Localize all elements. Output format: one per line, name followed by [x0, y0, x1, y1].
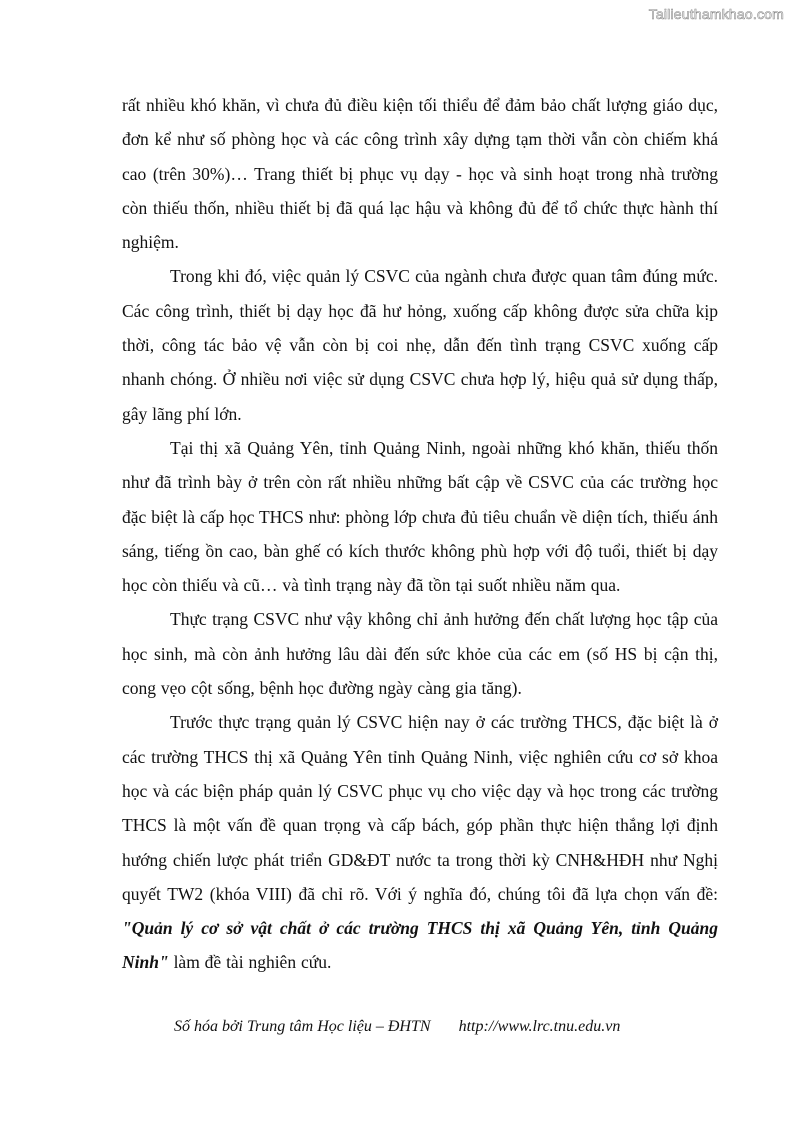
- page-footer: [174, 1018, 620, 1036]
- document-body: [122, 88, 718, 980]
- footer-credit: Số hóa bởi Trung tâm Học liệu – ĐHTN: [174, 1018, 431, 1035]
- paragraph-5-text: Trước thực trạng quản lý CSVC hiện nay ở các trường THCS, đặc biệt là ở các trường THCS thị xã Quảng Yên tỉnh Quảng Ninh, việc nghiên cứu cơ sở khoa học và các biện pháp quản lý CSVC phục vụ cho việc dạy và học trong các trường THCS là một vấn đề quan trọng và cấp bách, góp phần thực hiện thắng lợi định hướng chiến lược phát triển GD&ĐT nước ta trong thời kỳ CNH&HĐH như Nghị quyết TW2 (khóa VIII) đã chỉ rõ. Với ý nghĩa đó, chúng tôi đã lựa chọn vấn đề:: [122, 712, 718, 904]
- thesis-title: "Quản lý cơ sở vật chất ở các trường THCS thị xã Quảng Yên, tỉnh Quảng Ninh": [122, 918, 718, 973]
- paragraph-5: [122, 705, 718, 979]
- paragraph-3: Tại thị xã Quảng Yên, tỉnh Quảng Ninh, ngoài những khó khăn, thiếu thốn như đã trình bày ở trên còn rất nhiều những bất cập về CSVC của các trường học đặc biệt là cấp học THCS như: phòng lớp chưa đủ tiêu chuẩn về diện tích, thiếu ánh sáng, tiếng ồn cao, bàn ghế có kích thước không phù hợp với độ tuổi, thiết bị dạy học còn thiếu và cũ… và tình trạng này đã tồn tại suốt nhiều năm qua.: [122, 437, 718, 596]
- paragraph-2: Trong khi đó, việc quản lý CSVC của ngành chưa được quan tâm đúng mức. Các công trình, thiết bị dạy học đã hư hỏng, xuống cấp không được sửa chữa kịp thời, công tác bảo vệ vẫn còn bị coi nhẹ, dẫn đến tình trạng CSVC xuống cấp nhanh chóng. Ở nhiều nơi việc sử dụng CSVC chưa hợp lý, hiệu quả sử dụng thấp, gây lãng phí lớn.: [122, 266, 718, 424]
- paragraph-1: rất nhiều khó khăn, vì chưa đủ điều kiện tối thiểu để đảm bảo chất lượng giáo dục, đơn kể như số phòng học và các công trình xây dựng tạm thời vẫn còn chiếm khá cao (trên 30%)… Trang thiết bị phục vụ dạy - học và sinh hoạt trong nhà trường còn thiếu thốn, nhiều thiết bị đã quá lạc hậu và không đủ để tổ chức thực hành thí nghiệm.: [122, 95, 718, 253]
- watermark: Tailieuthamkhao.com: [648, 6, 784, 22]
- paragraph-5-ending: làm đề tài nghiên cứu.: [168, 952, 332, 973]
- paragraph-4: Thực trạng CSVC như vậy không chỉ ảnh hưởng đến chất lượng học tập của học sinh, mà còn ảnh hưởng lâu dài đến sức khỏe của các em (số HS bị cận thị, cong vẹo cột sống, bệnh học đường ngày càng gia tăng).: [122, 609, 718, 699]
- footer-url: http://www.lrc.tnu.edu.vn: [458, 1018, 621, 1035]
